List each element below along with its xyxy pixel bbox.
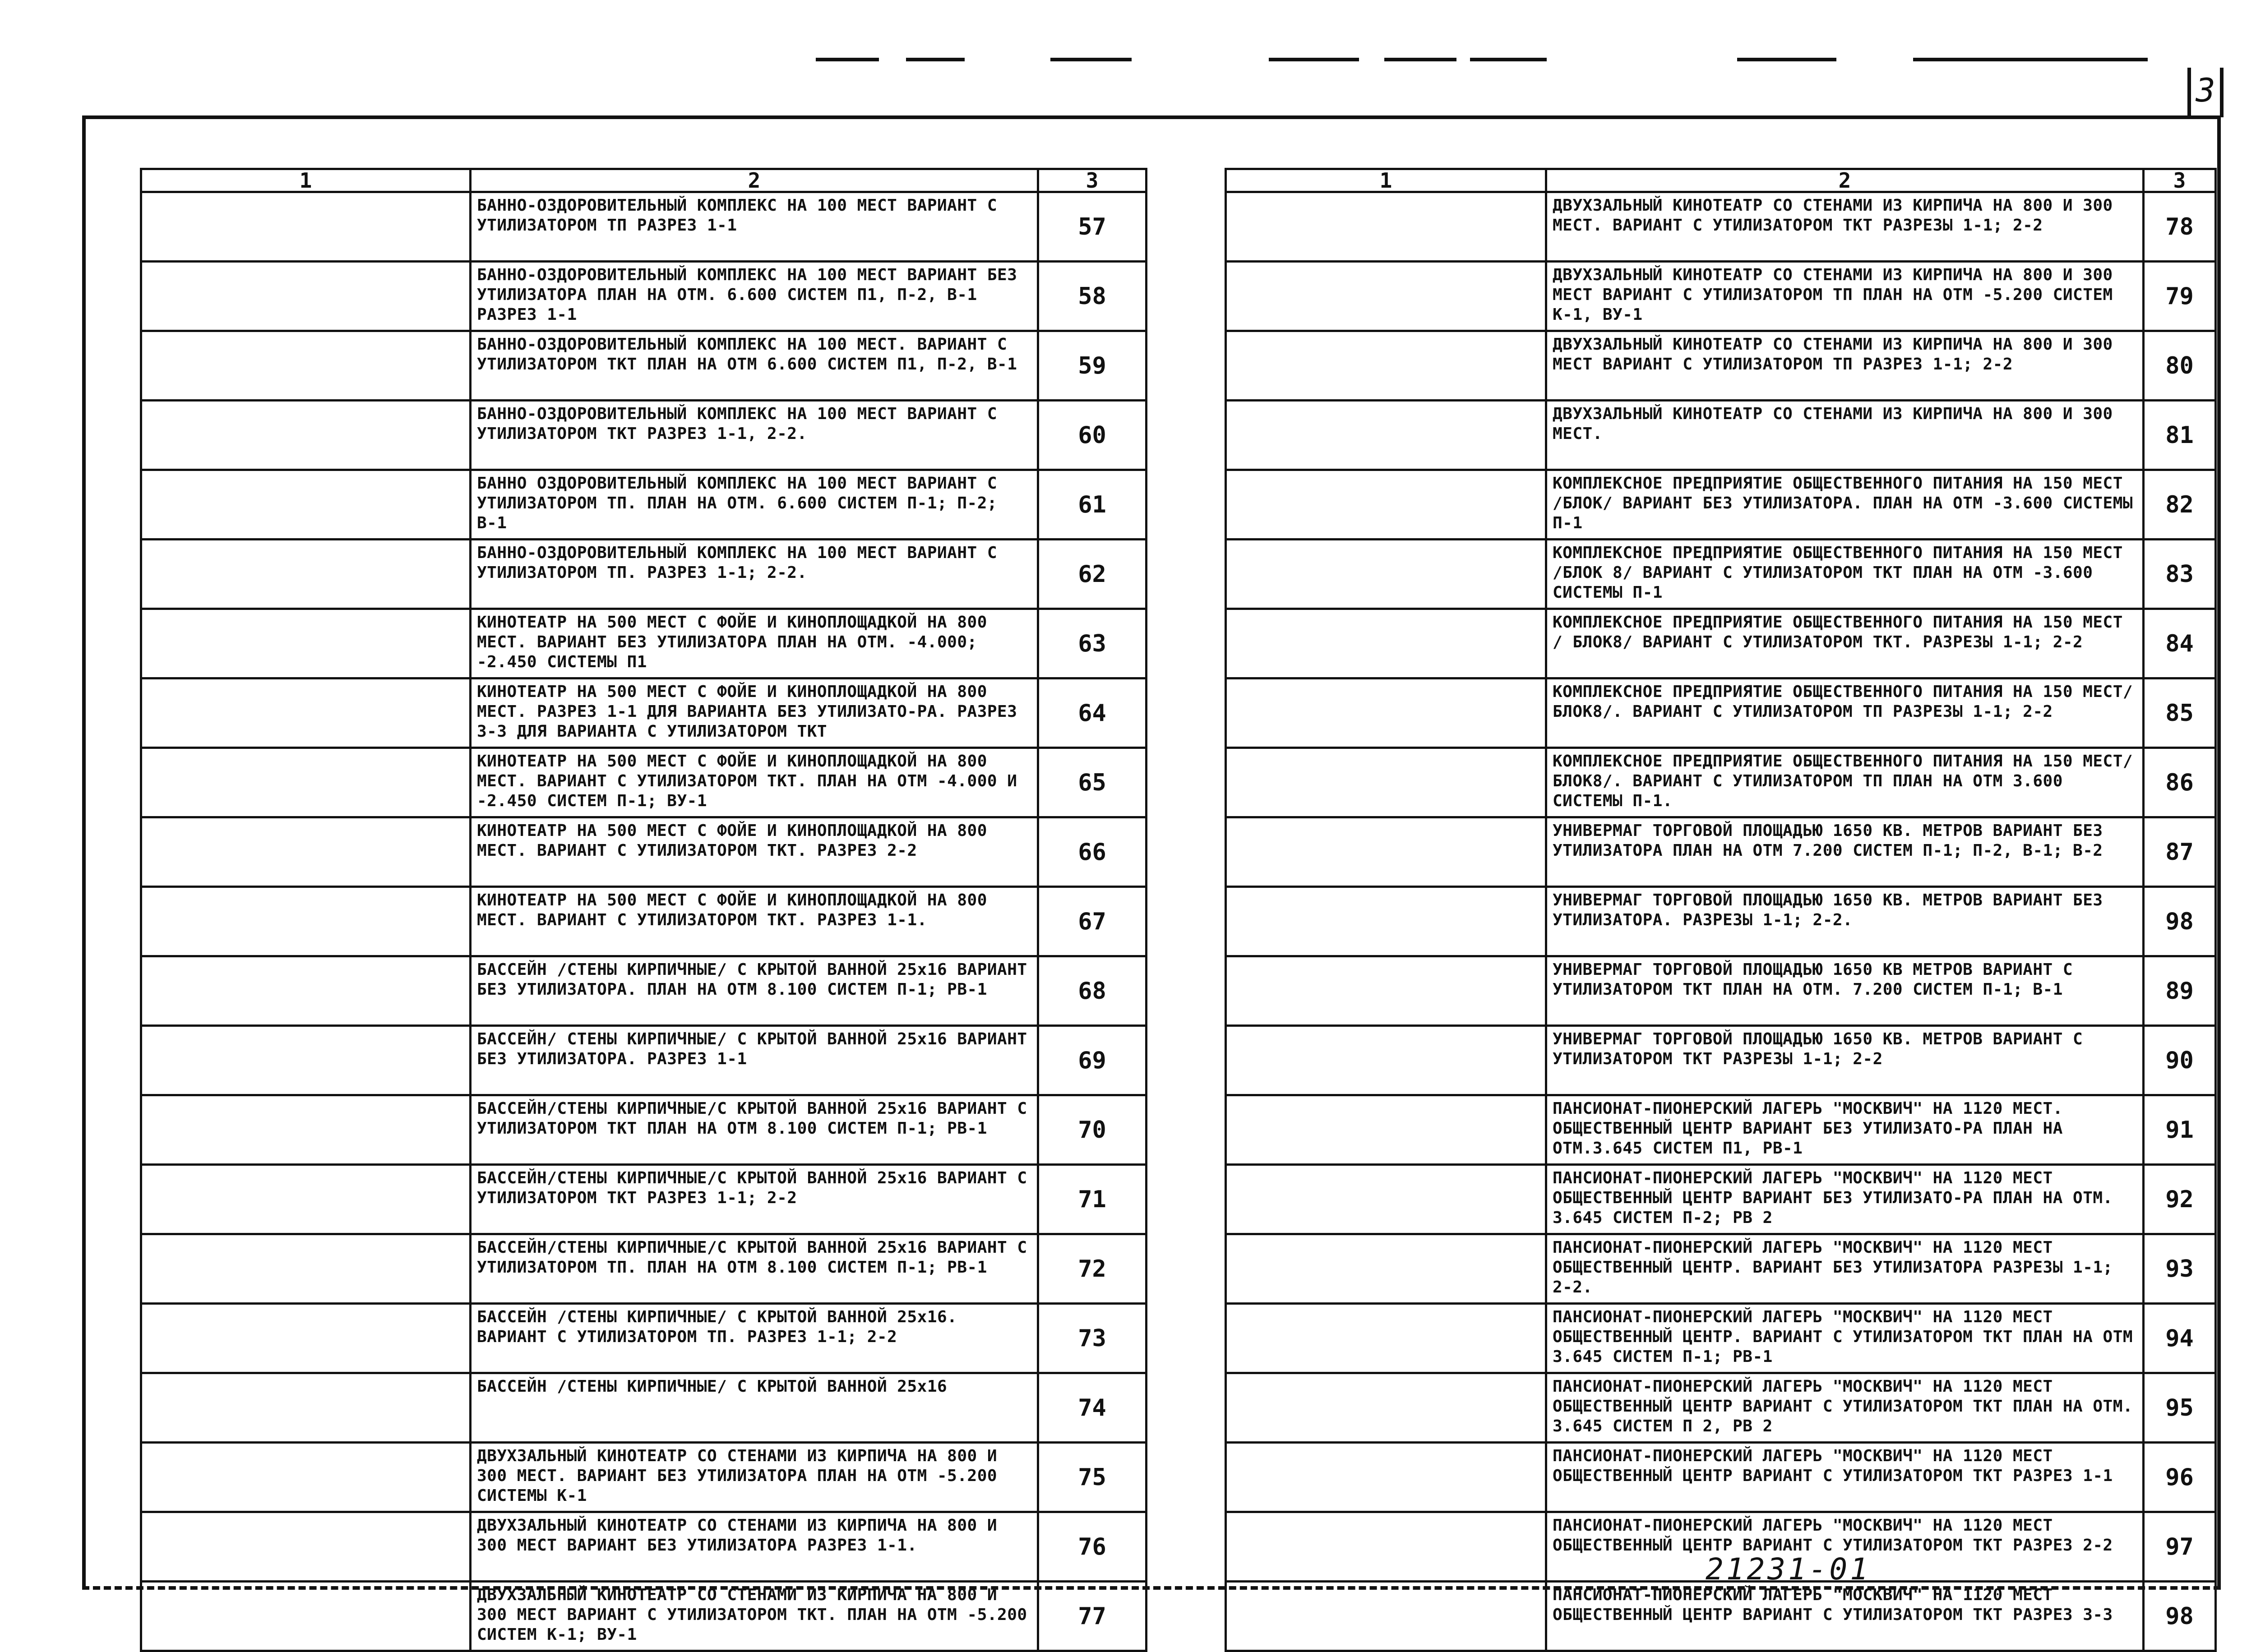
sheet-number-cell: 94 bbox=[2144, 1304, 2216, 1373]
sheet-number-cell: 65 bbox=[1038, 748, 1146, 817]
table-row bbox=[141, 1165, 1146, 1234]
sheet-title-cell: ПАНСИОНАТ-ПИОНЕРСКИЙ ЛАГЕРЬ "МОСКВИЧ" НА 1120 МЕСТ. ОБЩЕСТВЕННЫЙ ЦЕНТР ВАРИАНТ БЕЗ УТИЛИЗАТО-РА ПЛАН НА ОТМ.3.645 СИСТЕМ П1, РВ-1 bbox=[1546, 1095, 2144, 1165]
sheet-title-cell: БАССЕЙН /СТЕНЫ КИРПИЧНЫЕ/ С КРЫТОЙ ВАННОЙ 25х16 ВАРИАНТ БЕЗ УТИЛИЗАТОРА. ПЛАН НА ОТМ 8.100 СИСТЕМ П-1; РВ-1 bbox=[471, 956, 1038, 1026]
top-dash-line bbox=[1050, 58, 1132, 61]
sheet-number-cell: 60 bbox=[1038, 401, 1146, 470]
sheet-title-cell: ПАНСИОНАТ-ПИОНЕРСКИЙ ЛАГЕРЬ "МОСКВИЧ" НА 1120 МЕСТ ОБЩЕСТВЕННЫЙ ЦЕНТР ВАРИАНТ С УТИЛИЗАТОРОМ ТКТ ПЛАН НА ОТМ. 3.645 СИСТЕМ П 2, РВ 2 bbox=[1546, 1373, 2144, 1443]
table-row bbox=[1226, 609, 2216, 678]
sheet-number-cell: 64 bbox=[1038, 678, 1146, 748]
table-row bbox=[1226, 331, 2216, 401]
column-header: 1 bbox=[1226, 169, 1546, 192]
column-header: 1 bbox=[141, 169, 471, 192]
empty-cell bbox=[1226, 1443, 1546, 1512]
sheet-title-cell: ПАНСИОНАТ-ПИОНЕРСКИЙ ЛАГЕРЬ "МОСКВИЧ" НА 1120 МЕСТ ОБЩЕСТВЕННЫЙ ЦЕНТР ВАРИАНТ С УТИЛИЗАТОРОМ ТКТ РАЗРЕЗ 3-3 bbox=[1546, 1582, 2144, 1651]
table-row bbox=[141, 331, 1146, 401]
empty-cell bbox=[1226, 956, 1546, 1026]
empty-cell bbox=[1226, 817, 1546, 887]
table-row bbox=[141, 1512, 1146, 1582]
empty-cell bbox=[1226, 1165, 1546, 1234]
sheet-title-cell: УНИВЕРМАГ ТОРГОВОЙ ПЛОЩАДЬЮ 1650 КВ МЕТРОВ ВАРИАНТ С УТИЛИЗАТОРОМ ТКТ ПЛАН НА ОТМ. 7.200 СИСТЕМ П-1; В-1 bbox=[1546, 956, 2144, 1026]
table-row bbox=[1226, 262, 2216, 331]
empty-cell bbox=[141, 1512, 471, 1582]
table-row bbox=[141, 748, 1146, 817]
table-header-row bbox=[141, 169, 1146, 192]
empty-cell bbox=[141, 1095, 471, 1165]
sheet-title-cell: КОМПЛЕКСНОЕ ПРЕДПРИЯТИЕ ОБЩЕСТВЕННОГО ПИТАНИЯ НА 150 МЕСТ /БЛОК 8/ ВАРИАНТ С УТИЛИЗАТОРОМ ТКТ ПЛАН НА ОТМ -3.600 СИСТЕМЫ П-1 bbox=[1546, 540, 2144, 609]
sheet-title-cell: ДВУХЗАЛЬНЫЙ КИНОТЕАТР СО СТЕНАМИ ИЗ КИРПИЧА НА 800 И 300 МЕСТ ВАРИАНТ БЕЗ УТИЛИЗАТОРА РАЗРЕЗ 1-1. bbox=[471, 1512, 1038, 1582]
sheet-number-cell: 73 bbox=[1038, 1304, 1146, 1373]
sheet-number-cell: 86 bbox=[2144, 748, 2216, 817]
empty-cell bbox=[1226, 540, 1546, 609]
table-row bbox=[141, 262, 1146, 331]
sheet-title-cell: ДВУХЗАЛЬНЫЙ КИНОТЕАТР СО СТЕНАМИ ИЗ КИРПИЧА НА 800 И 300 МЕСТ ВАРИАНТ С УТИЛИЗАТОРОМ ТКТ. ПЛАН НА ОТМ -5.200 СИСТЕМ К-1; ВУ-1 bbox=[471, 1582, 1038, 1651]
empty-cell bbox=[1226, 748, 1546, 817]
column-header: 2 bbox=[1546, 169, 2144, 192]
top-dash-line bbox=[1470, 58, 1547, 61]
empty-cell bbox=[141, 1304, 471, 1373]
empty-cell bbox=[1226, 1512, 1546, 1582]
empty-cell bbox=[1226, 1304, 1546, 1373]
table-row bbox=[1226, 678, 2216, 748]
sheet-number-cell: 81 bbox=[2144, 401, 2216, 470]
table-row bbox=[1226, 1026, 2216, 1095]
sheet-number-cell: 98 bbox=[2144, 887, 2216, 956]
sheet-title-cell: КИНОТЕАТР НА 500 МЕСТ С ФОЙЕ И КИНОПЛОЩАДКОЙ НА 800 МЕСТ. ВАРИАНТ С УТИЛИЗАТОРОМ ТКТ. РАЗРЕЗ 1-1. bbox=[471, 887, 1038, 956]
empty-cell bbox=[1226, 609, 1546, 678]
sheet-title-cell: ДВУХЗАЛЬНЫЙ КИНОТЕАТР СО СТЕНАМИ ИЗ КИРПИЧА НА 800 И 300 МЕСТ. bbox=[1546, 401, 2144, 470]
sheet-title-cell: БАССЕЙН /СТЕНЫ КИРПИЧНЫЕ/ С КРЫТОЙ ВАННОЙ 25х16. ВАРИАНТ С УТИЛИЗАТОРОМ ТП. РАЗРЕЗ 1-1; 2-2 bbox=[471, 1304, 1038, 1373]
index-table-right bbox=[1225, 168, 2217, 1652]
empty-cell bbox=[1226, 470, 1546, 540]
empty-cell bbox=[141, 887, 471, 956]
sheet-title-cell: БАССЕЙН/СТЕНЫ КИРПИЧНЫЕ/С КРЫТОЙ ВАННОЙ 25х16 ВАРИАНТ С УТИЛИЗАТОРОМ ТП. ПЛАН НА ОТМ 8.100 СИСТЕМ П-1; РВ-1 bbox=[471, 1234, 1038, 1304]
empty-cell bbox=[141, 331, 471, 401]
empty-cell bbox=[141, 748, 471, 817]
sheet-number-cell: 92 bbox=[2144, 1165, 2216, 1234]
sheet-number-cell: 80 bbox=[2144, 331, 2216, 401]
sheet-title-cell: КИНОТЕАТР НА 500 МЕСТ С ФОЙЕ И КИНОПЛОЩАДКОЙ НА 800 МЕСТ. ВАРИАНТ БЕЗ УТИЛИЗАТОРА ПЛАН НА ОТМ. -4.000; -2.450 СИСТЕМЫ П1 bbox=[471, 609, 1038, 678]
table-row bbox=[141, 1443, 1146, 1512]
table-row bbox=[141, 1304, 1146, 1373]
table-row bbox=[141, 470, 1146, 540]
table-row bbox=[141, 609, 1146, 678]
sheet-number-cell: 58 bbox=[1038, 262, 1146, 331]
empty-cell bbox=[1226, 1095, 1546, 1165]
sheet-number-cell: 61 bbox=[1038, 470, 1146, 540]
empty-cell bbox=[141, 609, 471, 678]
sheet-number-cell: 82 bbox=[2144, 470, 2216, 540]
top-dash-line bbox=[1737, 58, 1836, 61]
table-body bbox=[1226, 192, 2216, 1651]
document-code: 21231-01 bbox=[1706, 1552, 1871, 1587]
index-table-left bbox=[140, 168, 1147, 1652]
table-row bbox=[141, 956, 1146, 1026]
empty-cell bbox=[141, 956, 471, 1026]
sheet-number-cell: 96 bbox=[2144, 1443, 2216, 1512]
sheet-number-cell: 72 bbox=[1038, 1234, 1146, 1304]
table-row bbox=[1226, 1582, 2216, 1651]
sheet-title-cell: БАССЕЙН/СТЕНЫ КИРПИЧНЫЕ/С КРЫТОЙ ВАННОЙ 25х16 ВАРИАНТ С УТИЛИЗАТОРОМ ТКТ ПЛАН НА ОТМ 8.100 СИСТЕМ П-1; РВ-1 bbox=[471, 1095, 1038, 1165]
sheet-number-cell: 74 bbox=[1038, 1373, 1146, 1443]
sheet-number-cell: 95 bbox=[2144, 1373, 2216, 1443]
table-row bbox=[141, 817, 1146, 887]
sheet-title-cell: КИНОТЕАТР НА 500 МЕСТ С ФОЙЕ И КИНОПЛОЩАДКОЙ НА 800 МЕСТ. ВАРИАНТ С УТИЛИЗАТОРОМ ТКТ. ПЛАН НА ОТМ -4.000 И -2.450 СИСТЕМ П-1; ВУ-1 bbox=[471, 748, 1038, 817]
sheet-number-cell: 97 bbox=[2144, 1512, 2216, 1582]
sheet-title-cell: БАННО-ОЗДОРОВИТЕЛЬНЫЙ КОМПЛЕКС НА 100 МЕСТ. ВАРИАНТ С УТИЛИЗАТОРОМ ТКТ ПЛАН НА ОТМ 6.600 СИСТЕМ П1, П-2, В-1 bbox=[471, 331, 1038, 401]
sheet-number-cell: 84 bbox=[2144, 609, 2216, 678]
table-body bbox=[141, 192, 1146, 1651]
sheet-number-cell: 87 bbox=[2144, 817, 2216, 887]
sheet-title-cell: ПАНСИОНАТ-ПИОНЕРСКИЙ ЛАГЕРЬ "МОСКВИЧ" НА 1120 МЕСТ ОБЩЕСТВЕННЫЙ ЦЕНТР. ВАРИАНТ БЕЗ УТИЛИЗАТОРА РАЗРЕЗЫ 1-1; 2-2. bbox=[1546, 1234, 2144, 1304]
sheet-number-cell: 69 bbox=[1038, 1026, 1146, 1095]
sheet-title-cell: БАССЕЙН/СТЕНЫ КИРПИЧНЫЕ/С КРЫТОЙ ВАННОЙ 25х16 ВАРИАНТ С УТИЛИЗАТОРОМ ТКТ РАЗРЕЗ 1-1; 2-2 bbox=[471, 1165, 1038, 1234]
empty-cell bbox=[1226, 1373, 1546, 1443]
sheet-number-cell: 75 bbox=[1038, 1443, 1146, 1512]
sheet-title-cell: ПАНСИОНАТ-ПИОНЕРСКИЙ ЛАГЕРЬ "МОСКВИЧ" НА 1120 МЕСТ ОБЩЕСТВЕННЫЙ ЦЕНТР ВАРИАНТ С УТИЛИЗАТОРОМ ТКТ РАЗРЕЗ 1-1 bbox=[1546, 1443, 2144, 1512]
top-dash-line bbox=[1269, 58, 1359, 61]
sheet-number-cell: 59 bbox=[1038, 331, 1146, 401]
sheet-title-cell: БАННО-ОЗДОРОВИТЕЛЬНЫЙ КОМПЛЕКС НА 100 МЕСТ ВАРИАНТ С УТИЛИЗАТОРОМ ТКТ РАЗРЕЗ 1-1, 2-2. bbox=[471, 401, 1038, 470]
sheet-title-cell: БАННО ОЗДОРОВИТЕЛЬНЫЙ КОМПЛЕКС НА 100 МЕСТ ВАРИАНТ С УТИЛИЗАТОРОМ ТП. ПЛАН НА ОТМ. 6.600 СИСТЕМ П-1; П-2; В-1 bbox=[471, 470, 1038, 540]
top-dash-line bbox=[1913, 58, 2148, 61]
table-row bbox=[1226, 1095, 2216, 1165]
empty-cell bbox=[1226, 331, 1546, 401]
sheet-number-cell: 66 bbox=[1038, 817, 1146, 887]
sheet-title-cell: БАННО-ОЗДОРОВИТЕЛЬНЫЙ КОМПЛЕКС НА 100 МЕСТ ВАРИАНТ БЕЗ УТИЛИЗАТОРА ПЛАН НА ОТМ. 6.600 СИСТЕМ П1, П-2, В-1 РАЗРЕЗ 1-1 bbox=[471, 262, 1038, 331]
sheet-number-cell: 91 bbox=[2144, 1095, 2216, 1165]
sheet-title-cell: ПАНСИОНАТ-ПИОНЕРСКИЙ ЛАГЕРЬ "МОСКВИЧ" НА 1120 МЕСТ ОБЩЕСТВЕННЫЙ ЦЕНТР. ВАРИАНТ С УТИЛИЗАТОРОМ ТКТ ПЛАН НА ОТМ 3.645 СИСТЕМ П-1; РВ-1 bbox=[1546, 1304, 2144, 1373]
table-row bbox=[1226, 1373, 2216, 1443]
sheet-number-cell: 68 bbox=[1038, 956, 1146, 1026]
sheet-title-cell: БАССЕЙН/ СТЕНЫ КИРПИЧНЫЕ/ С КРЫТОЙ ВАННОЙ 25х16 ВАРИАНТ БЕЗ УТИЛИЗАТОРА. РАЗРЕЗ 1-1 bbox=[471, 1026, 1038, 1095]
sheet-number-cell: 93 bbox=[2144, 1234, 2216, 1304]
table-row bbox=[1226, 401, 2216, 470]
empty-cell bbox=[141, 470, 471, 540]
sheet-number: 3 bbox=[2187, 68, 2224, 117]
sheet-title-cell: БАССЕЙН /СТЕНЫ КИРПИЧНЫЕ/ С КРЫТОЙ ВАННОЙ 25х16 bbox=[471, 1373, 1038, 1443]
sheet-title-cell: КОМПЛЕКСНОЕ ПРЕДПРИЯТИЕ ОБЩЕСТВЕННОГО ПИТАНИЯ НА 150 МЕСТ/БЛОК8/. ВАРИАНТ С УТИЛИЗАТОРОМ ТП РАЗРЕЗЫ 1-1; 2-2 bbox=[1546, 678, 2144, 748]
table-row bbox=[141, 1026, 1146, 1095]
empty-cell bbox=[1226, 1026, 1546, 1095]
sheet-title-cell: ДВУХЗАЛЬНЫЙ КИНОТЕАТР СО СТЕНАМИ ИЗ КИРПИЧА НА 800 И 300 МЕСТ ВАРИАНТ С УТИЛИЗАТОРОМ ТП ПЛАН НА ОТМ -5.200 СИСТЕМ К-1, ВУ-1 bbox=[1546, 262, 2144, 331]
table-row bbox=[141, 540, 1146, 609]
table-row bbox=[1226, 1165, 2216, 1234]
column-header: 3 bbox=[2144, 169, 2216, 192]
sheet-title-cell: КИНОТЕАТР НА 500 МЕСТ С ФОЙЕ И КИНОПЛОЩАДКОЙ НА 800 МЕСТ. ВАРИАНТ С УТИЛИЗАТОРОМ ТКТ. РАЗРЕЗ 2-2 bbox=[471, 817, 1038, 887]
sheet-number-cell: 76 bbox=[1038, 1512, 1146, 1582]
sheet-title-cell: КОМПЛЕКСНОЕ ПРЕДПРИЯТИЕ ОБЩЕСТВЕННОГО ПИТАНИЯ НА 150 МЕСТ/БЛОК8/. ВАРИАНТ С УТИЛИЗАТОРОМ ТП ПЛАН НА ОТМ 3.600 СИСТЕМЫ П-1. bbox=[1546, 748, 2144, 817]
table-row bbox=[141, 1373, 1146, 1443]
empty-cell bbox=[141, 1373, 471, 1443]
table-row bbox=[141, 401, 1146, 470]
table-row bbox=[1226, 192, 2216, 262]
sheet-title-cell: КИНОТЕАТР НА 500 МЕСТ С ФОЙЕ И КИНОПЛОЩАДКОЙ НА 800 МЕСТ. РАЗРЕЗ 1-1 ДЛЯ ВАРИАНТА БЕЗ УТИЛИЗАТО-РА. РАЗРЕЗ 3-3 ДЛЯ ВАРИАНТА С УТИЛИЗАТОРОМ ТКТ bbox=[471, 678, 1038, 748]
sheet-title-cell: ДВУХЗАЛЬНЫЙ КИНОТЕАТР СО СТЕНАМИ ИЗ КИРПИЧА НА 800 И 300 МЕСТ. ВАРИАНТ С УТИЛИЗАТОРОМ ТКТ РАЗРЕЗЫ 1-1; 2-2 bbox=[1546, 192, 2144, 262]
sheet-number-cell: 63 bbox=[1038, 609, 1146, 678]
table-row bbox=[141, 1095, 1146, 1165]
sheet-number-cell: 62 bbox=[1038, 540, 1146, 609]
empty-cell bbox=[141, 817, 471, 887]
empty-cell bbox=[141, 401, 471, 470]
sheet-number-cell: 71 bbox=[1038, 1165, 1146, 1234]
table-row bbox=[1226, 1304, 2216, 1373]
sheet-number-cell: 90 bbox=[2144, 1026, 2216, 1095]
sheet-title-cell: УНИВЕРМАГ ТОРГОВОЙ ПЛОЩАДЬЮ 1650 КВ. МЕТРОВ ВАРИАНТ С УТИЛИЗАТОРОМ ТКТ РАЗРЕЗЫ 1-1; 2-2 bbox=[1546, 1026, 2144, 1095]
empty-cell bbox=[1226, 401, 1546, 470]
empty-cell bbox=[1226, 1234, 1546, 1304]
sheet-number-cell: 83 bbox=[2144, 540, 2216, 609]
table-row bbox=[141, 678, 1146, 748]
table-row bbox=[141, 1582, 1146, 1651]
sheet-number-cell: 89 bbox=[2144, 956, 2216, 1026]
empty-cell bbox=[141, 1582, 471, 1651]
sheet-number-cell: 67 bbox=[1038, 887, 1146, 956]
table-row bbox=[141, 887, 1146, 956]
sheet-title-cell: ПАНСИОНАТ-ПИОНЕРСКИЙ ЛАГЕРЬ "МОСКВИЧ" НА 1120 МЕСТ ОБЩЕСТВЕННЫЙ ЦЕНТР ВАРИАНТ БЕЗ УТИЛИЗАТО-РА ПЛАН НА ОТМ. 3.645 СИСТЕМ П-2; РВ 2 bbox=[1546, 1165, 2144, 1234]
table-row bbox=[141, 1234, 1146, 1304]
table-row bbox=[1226, 817, 2216, 887]
top-dash-line bbox=[906, 58, 965, 61]
top-dash-line bbox=[1384, 58, 1456, 61]
table-row bbox=[141, 192, 1146, 262]
table-row bbox=[1226, 887, 2216, 956]
table-row bbox=[1226, 1443, 2216, 1512]
table-row bbox=[1226, 748, 2216, 817]
column-header: 3 bbox=[1038, 169, 1146, 192]
sheet-title-cell: ПАНСИОНАТ-ПИОНЕРСКИЙ ЛАГЕРЬ "МОСКВИЧ" НА 1120 МЕСТ ОБЩЕСТВЕННЫЙ ЦЕНТР ВАРИАНТ С УТИЛИЗАТОРОМ ТКТ РАЗРЕЗ 2-2 bbox=[1546, 1512, 2144, 1582]
table-header-row bbox=[1226, 169, 2216, 192]
sheet-title-cell: ДВУХЗАЛЬНЫЙ КИНОТЕАТР СО СТЕНАМИ ИЗ КИРПИЧА НА 800 И 300 МЕСТ ВАРИАНТ С УТИЛИЗАТОРОМ ТП РАЗРЕЗ 1-1; 2-2 bbox=[1546, 331, 2144, 401]
sheet-title-cell: БАННО-ОЗДОРОВИТЕЛЬНЫЙ КОМПЛЕКС НА 100 МЕСТ ВАРИАНТ С УТИЛИЗАТОРОМ ТП. РАЗРЕЗ 1-1; 2-2. bbox=[471, 540, 1038, 609]
sheet-title-cell: КОМПЛЕКСНОЕ ПРЕДПРИЯТИЕ ОБЩЕСТВЕННОГО ПИТАНИЯ НА 150 МЕСТ /БЛОК/ ВАРИАНТ БЕЗ УТИЛИЗАТОРА. ПЛАН НА ОТМ -3.600 СИСТЕМЫ П-1 bbox=[1546, 470, 2144, 540]
table-row bbox=[1226, 956, 2216, 1026]
sheet-number-cell: 85 bbox=[2144, 678, 2216, 748]
sheet-title-cell: КОМПЛЕКСНОЕ ПРЕДПРИЯТИЕ ОБЩЕСТВЕННОГО ПИТАНИЯ НА 150 МЕСТ / БЛОК8/ ВАРИАНТ С УТИЛИЗАТОРОМ ТКТ. РАЗРЕЗЫ 1-1; 2-2 bbox=[1546, 609, 2144, 678]
sheet-title-cell: УНИВЕРМАГ ТОРГОВОЙ ПЛОЩАДЬЮ 1650 КВ. МЕТРОВ ВАРИАНТ БЕЗ УТИЛИЗАТОРА ПЛАН НА ОТМ 7.200 СИСТЕМ П-1; П-2, В-1; В-2 bbox=[1546, 817, 2144, 887]
empty-cell bbox=[141, 1234, 471, 1304]
empty-cell bbox=[141, 540, 471, 609]
empty-cell bbox=[141, 262, 471, 331]
sheet-title-cell: ДВУХЗАЛЬНЫЙ КИНОТЕАТР СО СТЕНАМИ ИЗ КИРПИЧА НА 800 И 300 МЕСТ. ВАРИАНТ БЕЗ УТИЛИЗАТОРА ПЛАН НА ОТМ -5.200 СИСТЕМЫ К-1 bbox=[471, 1443, 1038, 1512]
sheet-number-cell: 70 bbox=[1038, 1095, 1146, 1165]
empty-cell bbox=[1226, 887, 1546, 956]
sheet-title-cell: БАННО-ОЗДОРОВИТЕЛЬНЫЙ КОМПЛЕКС НА 100 МЕСТ ВАРИАНТ С УТИЛИЗАТОРОМ ТП РАЗРЕЗ 1-1 bbox=[471, 192, 1038, 262]
table-row bbox=[1226, 470, 2216, 540]
table-row bbox=[1226, 540, 2216, 609]
empty-cell bbox=[141, 1026, 471, 1095]
table-row bbox=[1226, 1234, 2216, 1304]
empty-cell bbox=[1226, 192, 1546, 262]
empty-cell bbox=[1226, 1582, 1546, 1651]
column-header: 2 bbox=[471, 169, 1038, 192]
sheet-number-cell: 57 bbox=[1038, 192, 1146, 262]
top-dash-line bbox=[816, 58, 879, 61]
empty-cell bbox=[1226, 262, 1546, 331]
empty-cell bbox=[141, 678, 471, 748]
sheet-number-cell: 98 bbox=[2144, 1582, 2216, 1651]
empty-cell bbox=[141, 1443, 471, 1512]
empty-cell bbox=[1226, 678, 1546, 748]
sheet-number-cell: 77 bbox=[1038, 1582, 1146, 1651]
sheet-number-cell: 78 bbox=[2144, 192, 2216, 262]
sheet-number-cell: 79 bbox=[2144, 262, 2216, 331]
empty-cell bbox=[141, 192, 471, 262]
sheet-title-cell: УНИВЕРМАГ ТОРГОВОЙ ПЛОЩАДЬЮ 1650 КВ. МЕТРОВ ВАРИАНТ БЕЗ УТИЛИЗАТОРА. РАЗРЕЗЫ 1-1; 2-2. bbox=[1546, 887, 2144, 956]
empty-cell bbox=[141, 1165, 471, 1234]
